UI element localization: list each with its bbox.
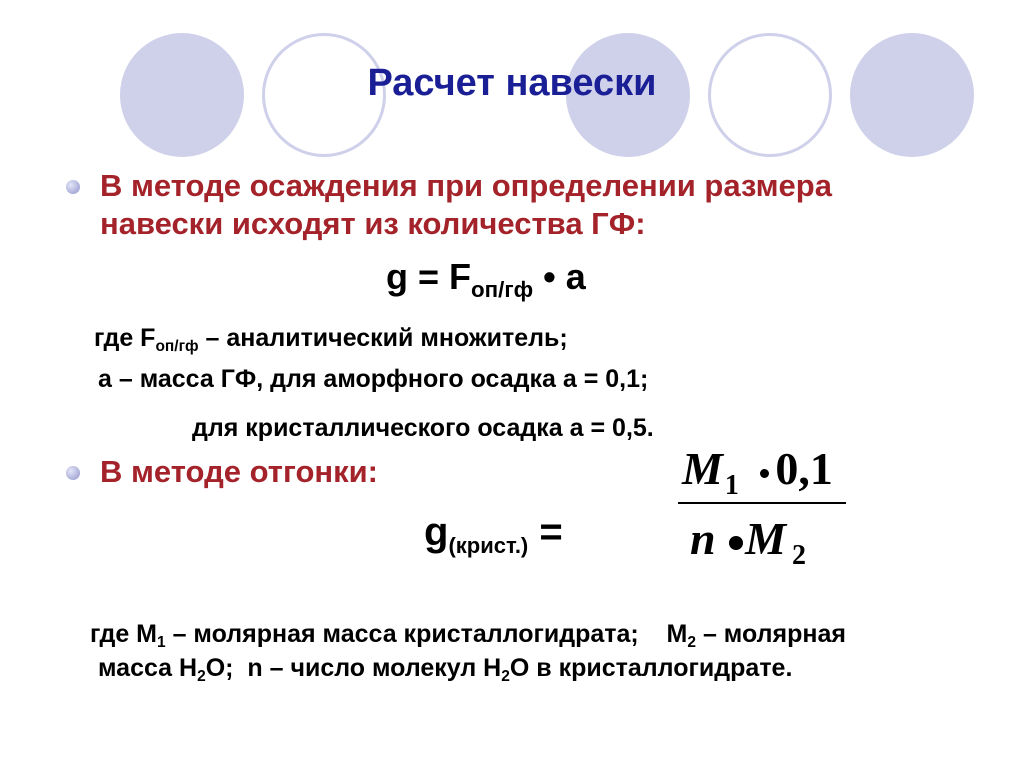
- where-h2o-prefix: масса Н: [98, 654, 198, 682]
- fraction-denominator: [690, 512, 806, 571]
- where-m1-prefix: где М: [90, 620, 158, 648]
- where-factor-sub: оп/гф: [155, 337, 199, 355]
- where-m1-sub: 1: [157, 633, 166, 651]
- formula-g-rhs: • а: [533, 256, 586, 297]
- formula-distill-g: g: [424, 510, 449, 554]
- mass-line: а – масса ГФ, для аморфного осадка а = 0,1;: [98, 365, 649, 393]
- fraction-numerator: [682, 442, 833, 501]
- bullet1-line2: навески исходят из количества ГФ:: [100, 206, 646, 241]
- formula-distill-lhs: [424, 510, 563, 558]
- formula-g-lhs: g = F: [386, 256, 472, 297]
- den-var2: M: [745, 513, 786, 564]
- slide-title: Расчет навески: [367, 62, 657, 104]
- fraction-bar: [678, 502, 846, 504]
- formula-distill-sub: (крист.): [448, 532, 529, 558]
- num-sub: 1: [724, 470, 739, 501]
- num-var: M: [682, 443, 723, 494]
- bullet2-text: В методе отгонки:: [100, 454, 379, 489]
- den-sub: 2: [792, 540, 806, 571]
- distill-fraction: [678, 440, 848, 580]
- formula-distill-eq: =: [528, 510, 563, 554]
- crystal-line: для кристаллического осадка а = 0,5.: [192, 414, 654, 442]
- multiply-dot-icon: [760, 469, 769, 478]
- bullet1-line1: В методе осаждения при определении размера: [100, 168, 832, 203]
- den-var1: n: [690, 513, 716, 564]
- where-factor-prefix: где F: [94, 324, 156, 352]
- bullet-icon: [66, 466, 80, 480]
- multiply-dot-icon: [729, 536, 743, 550]
- bullet-icon: [66, 180, 80, 194]
- formula-g: [386, 256, 586, 302]
- where-h2o-sub1: 2: [197, 667, 206, 685]
- where-molar-line2: [98, 654, 792, 683]
- formula-g-sub: оп/гф: [471, 276, 534, 302]
- where-n-text: О; n – число молекул Н: [205, 654, 502, 682]
- where-factor-text: – аналитический множитель;: [198, 324, 568, 352]
- where-h2o-sub2: 2: [501, 667, 510, 685]
- where-m2-text: – молярная: [696, 620, 846, 648]
- num-val: 0,1: [775, 443, 833, 494]
- where-molar-line1: [90, 620, 846, 649]
- where-m2-sub: 2: [687, 633, 696, 651]
- where-end-text: О в кристаллогидрате.: [509, 654, 793, 682]
- where-factor-line: [94, 324, 568, 353]
- where-m1-text: – молярная масса кристаллогидрата; М: [165, 620, 688, 648]
